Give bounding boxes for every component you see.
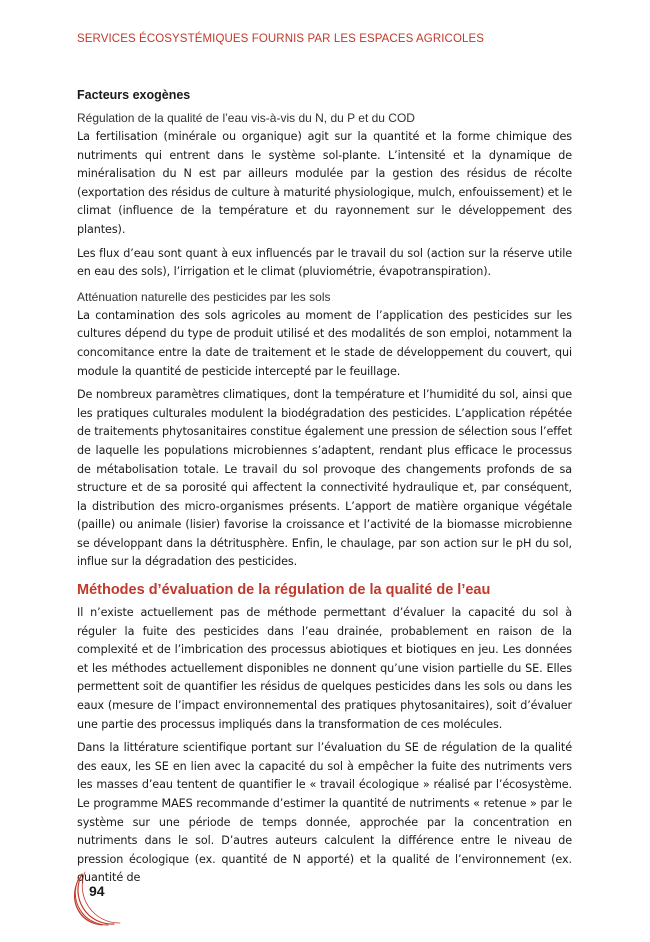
page-number-badge — [74, 868, 134, 928]
paragraph-water-flows: Les flux d’eau sont quant à eux influencés par le travail du sol (action sur la réserve utile en eau des sols), l’irrigation et le climat (pluviométrie, évapotranspiration). — [77, 246, 572, 279]
paragraph-climatic-parameters: De nombreux paramètres climatiques, dont la température et l’humidité du sol, ainsi que les pratiques culturales modulent la biodégradation des pesticides. L’application répétée de traitements phytosanitaires constitue également une pression de sélection sous l’effet de laquelle les populations microbiennes s’adaptent, rendant plus efficace le processus de métabolisation totale. Le travail du sol provoque des changements profonds de sa structure et de sa porosité qui affectent la connectivité hydraulique et, par conséquent, la distribution des micro-organismes présents. L’apport de matière organique végétale (paille) ou animale (lisier) favorise la croissance et l’activité de la biomasse microbienne se développant dans la détritusphère. Enfin, le chaulage, par son action sur le pH du sol, influe sur la dégradation des pesticides. — [77, 388, 572, 569]
running-header: SERVICES ÉCOSYSTÉMIQUES FOURNIS PAR LES ESPACES AGRICOLES — [77, 33, 485, 45]
page-content — [77, 88, 572, 893]
section-heading-evaluation-methods: Méthodes d’évaluation de la régulation de la qualité de l’eau — [77, 582, 491, 599]
paragraph-scientific-literature: Dans la littérature scientifique portant sur l’évaluation du SE de régulation de la qualité des eaux, les SE en lien avec la capacité du sol à empêcher la fuite des nutriments vers les masses d’eau tentent de quantifier le « travail écologique » réalisé par l’écosystème. Le programme MAES recommande d’estimer la quantité de nutriments « retenue » par le système sur une période de temps donnée, approchée par la concentration en nutriments dans le sol. D’autres auteurs calculent la différence entre le niveau de pression écologique (ex. quantité de N apporté) et la qualité de l’environnement (ex. quantité de — [77, 741, 572, 885]
heading-water-quality-regulation: Régulation de la qualité de l’eau vis-à-vis du N, du P et du COD — [77, 111, 415, 125]
subheading-exogenous-factors: Facteurs exogènes — [77, 88, 191, 102]
page-number: 94 — [89, 883, 105, 899]
paragraph-fertilisation: La fertilisation (minérale ou organique) agit sur la quantité et la forme chimique des nutriments qui entrent dans le système sol-plante. L’intensité et la dynamique de minéralisation du N est par ailleurs modulée par la gestion des résidus de récolte (exportation des résidus de culture à maturité physiologique, mulch, enfouissement) et le climat (influence de la température et du rayonnement sur le développement des plantes). — [77, 130, 572, 236]
paragraph-contamination: La contamination des sols agricoles au moment de l’application des pesticides sur les cultures dépend du type de produit utilisé et des modalités de son emploi, notamment la concomitance entre la date de traitement et le stade de développement du couvert, qui module la quantité de pesticide intercepté par le feuillage. — [77, 308, 572, 378]
heading-pesticide-attenuation: Atténuation naturelle des pesticides par les sols — [77, 289, 331, 304]
paragraph-no-method: Il n’existe actuellement pas de méthode permettant d’évaluer la capacité du sol à réguler la fuite des pesticides dans l’eau drainée, probablement en raison de la complexité et de l’imbrication des processus abiotiques et biotiques en jeu. Les données et les méthodes actuellement disponibles ne donnent qu’une vision partielle du SE. Elles permettent soit de quantifier les résidus de quelques pesticides dans les sols ou dans les eaux (mesure de l’impact environnemental des pratiques phytosanitaires), soit d’évaluer une partie des processus impliqués dans la transformation de ces molécules. — [77, 606, 572, 731]
